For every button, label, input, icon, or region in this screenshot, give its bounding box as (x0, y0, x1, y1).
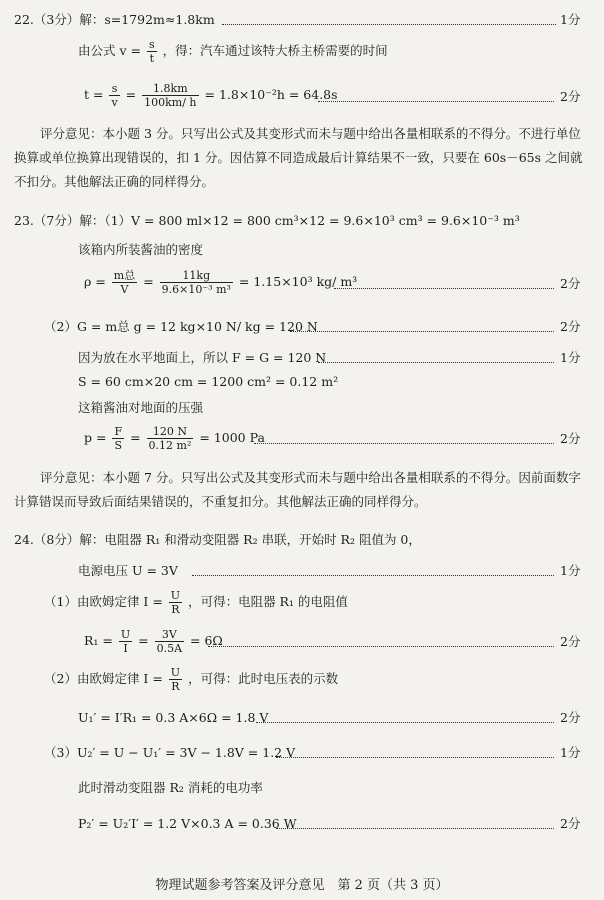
q23-score-4: 2分 (560, 431, 581, 446)
q23-force-line: 因为放在水平地面上，所以 F = G = 120 N (78, 350, 327, 365)
q23-pressure-label: 这箱酱油对地面的压强 (78, 400, 204, 415)
fraction-numerator: U (170, 666, 181, 679)
leader-dots (290, 331, 554, 332)
leader-dots (208, 646, 554, 647)
fraction-denominator: 0.12 m² (148, 439, 192, 452)
q24-part1-desc: ，可得：电阻器 R₁ 的电阻值 (188, 594, 348, 609)
equals-sign: = (138, 633, 149, 648)
fraction-denominator: V (120, 283, 129, 296)
leader-dots (318, 362, 554, 363)
q22-formula-fraction (147, 38, 157, 65)
q23-density-line (84, 265, 357, 299)
fraction-numerator: U (120, 628, 131, 641)
leader-dots (222, 24, 556, 25)
q24-u2-line: （3）U₂′ = U − U₁′ = 3V − 1.8V = 1.2 V (44, 745, 296, 760)
q24-r1-result: = 6Ω (190, 633, 223, 648)
q22-formula-text: 由公式 v = (78, 43, 141, 58)
fraction-denominator: 9.6×10⁻³ m³ (161, 283, 231, 296)
fraction-numerator: 120 N (147, 425, 194, 439)
q23-pressure-line (84, 421, 265, 455)
fraction-numerator: s (148, 38, 155, 51)
q24-power-label: 此时滑动变阻器 R₂ 消耗的电功率 (78, 780, 263, 795)
fraction-denominator: v (111, 96, 118, 109)
q23-p-result: = 1000 Pa (199, 430, 265, 445)
fraction-numerator: 11kg (160, 269, 233, 283)
q24-part1-line (44, 587, 348, 617)
q24-head: 24.（8分）解： (14, 532, 105, 547)
q23-head: 23.（7分）解： (14, 213, 105, 228)
q23-volume: （1）V = 800 ml×12 = 800 cm³×12 = 9.6×10³ cm³ = 9.6×10⁻³ m³ (104, 213, 520, 228)
fraction-denominator: S (114, 439, 123, 452)
q24-intro: 电阻器 R₁ 和滑动变阻器 R₂ 串联，开始时 R₂ 阻值为 0， (104, 532, 421, 547)
q24-score-5: 2分 (560, 816, 581, 831)
q23-line1 (14, 213, 520, 229)
q22-line1 (14, 12, 215, 28)
q24-score-2: 2分 (560, 634, 581, 649)
q23-p-frac1 (112, 425, 124, 452)
leader-dots (192, 575, 554, 576)
q24-ohm-frac (169, 589, 182, 616)
q22-time-frac1 (109, 82, 119, 109)
leader-dots (334, 288, 554, 289)
q24-score-1: 1分 (560, 563, 581, 578)
fraction-numerator: F (114, 425, 123, 438)
q23-rho-frac2 (160, 269, 233, 296)
q22-time-line (84, 79, 338, 111)
q24-part2-text: （2）由欧姆定律 I = (44, 671, 163, 686)
q24-score-3: 2分 (560, 710, 581, 725)
q23-weight-line: （2）G = m总 g = 12 kg×10 N/ kg = 120 N (44, 319, 318, 334)
q23-rho-label: ρ = (84, 274, 106, 289)
leader-dots (254, 443, 554, 444)
q22-comment: 评分意见：本小题 3 分。只写出公式及其变形式而未与题中给出各量相联系的不得分。不进行单位换算或单位换算出现错误的，扣 1 分。因估算不同造成最后计算结果不一致，只要在 60s－65s 之间就不扣分。其他解法正确的同样得分。 (14, 126, 583, 189)
q24-r1-line (84, 624, 223, 658)
q23-p-frac2 (147, 425, 194, 452)
q22-score-1: 1分 (560, 12, 581, 27)
q24-u1-line: U₁′ = I′R₁ = 0.3 A×6Ω = 1.8 V (78, 710, 269, 725)
q22-time-frac2 (142, 82, 198, 109)
leader-dots (256, 722, 554, 723)
q23-rho-result: = 1.15×10³ kg/ m³ (238, 274, 358, 289)
equals-sign: = (143, 274, 154, 289)
q24-part1-text: （1）由欧姆定律 I = (44, 594, 163, 609)
fraction-denominator: t (149, 52, 154, 65)
q24-r1-frac2 (155, 628, 184, 655)
fraction-denominator: 0.5A (156, 642, 183, 655)
equals-sign: = (130, 430, 141, 445)
q23-density-label: 该箱内所装酱油的密度 (78, 242, 204, 257)
q23-rho-frac1 (112, 269, 137, 296)
fraction-numerator: s (109, 82, 119, 96)
q22-score-2: 2分 (560, 89, 581, 104)
q24-r1-label: R₁ = (84, 633, 113, 648)
fraction-numerator: 3V (155, 628, 184, 642)
leader-dots (318, 101, 554, 102)
q24-line1 (14, 532, 421, 548)
q24-score-4: 1分 (560, 745, 581, 760)
q24-power-line: P₂′ = U₂′I′ = 1.2 V×0.3 A = 0.36 W (78, 816, 297, 831)
fraction-numerator: U (170, 589, 181, 602)
q23-comment: 评分意见：本小题 7 分。只写出公式及其变形式而未与题中给出各量相联系的不得分。因前面数字计算错误而导致后面结果错误的，不重复扣分。其他解法正确的同样得分。 (14, 470, 581, 509)
equals-sign: = (125, 87, 137, 102)
fraction-numerator: 1.8km (142, 82, 198, 96)
q23-p-label: p = (84, 430, 107, 445)
q24-part2-line (44, 664, 338, 694)
q22-time-label: t = (84, 87, 104, 102)
q22-formula-desc: ，得：汽车通过该特大桥主桥需要的时间 (162, 43, 388, 58)
q24-r1-frac1 (119, 628, 132, 655)
leader-dots (276, 757, 554, 758)
q22-distance: s=1792m≈1.8km (104, 12, 215, 27)
q24-part2-desc: ，可得：此时电压表的示数 (188, 671, 339, 686)
q22-head: 22.（3分）解： (14, 12, 105, 27)
fraction-denominator: R (171, 603, 180, 616)
q22-formula-line (78, 37, 388, 65)
fraction-denominator: I (123, 642, 128, 655)
fraction-numerator: m总 (113, 269, 136, 282)
fraction-denominator: R (171, 680, 180, 693)
q22-time-result: = 1.8×10⁻²h = 64.8s (204, 87, 338, 102)
q23-score-3: 1分 (560, 350, 581, 365)
leader-dots (276, 828, 554, 829)
q23-score-1: 2分 (560, 276, 581, 291)
page-footer: 物理试题参考答案及评分意见 第 2 页（共 3 页） (155, 878, 449, 893)
fraction-denominator: 100km/ h (144, 96, 197, 109)
q23-area-line: S = 60 cm×20 cm = 1200 cm² = 0.12 m² (78, 374, 339, 389)
q24-ohm-frac2 (169, 666, 182, 693)
q23-score-2: 2分 (560, 319, 581, 334)
q24-voltage-line: 电源电压 U = 3V (78, 563, 178, 578)
